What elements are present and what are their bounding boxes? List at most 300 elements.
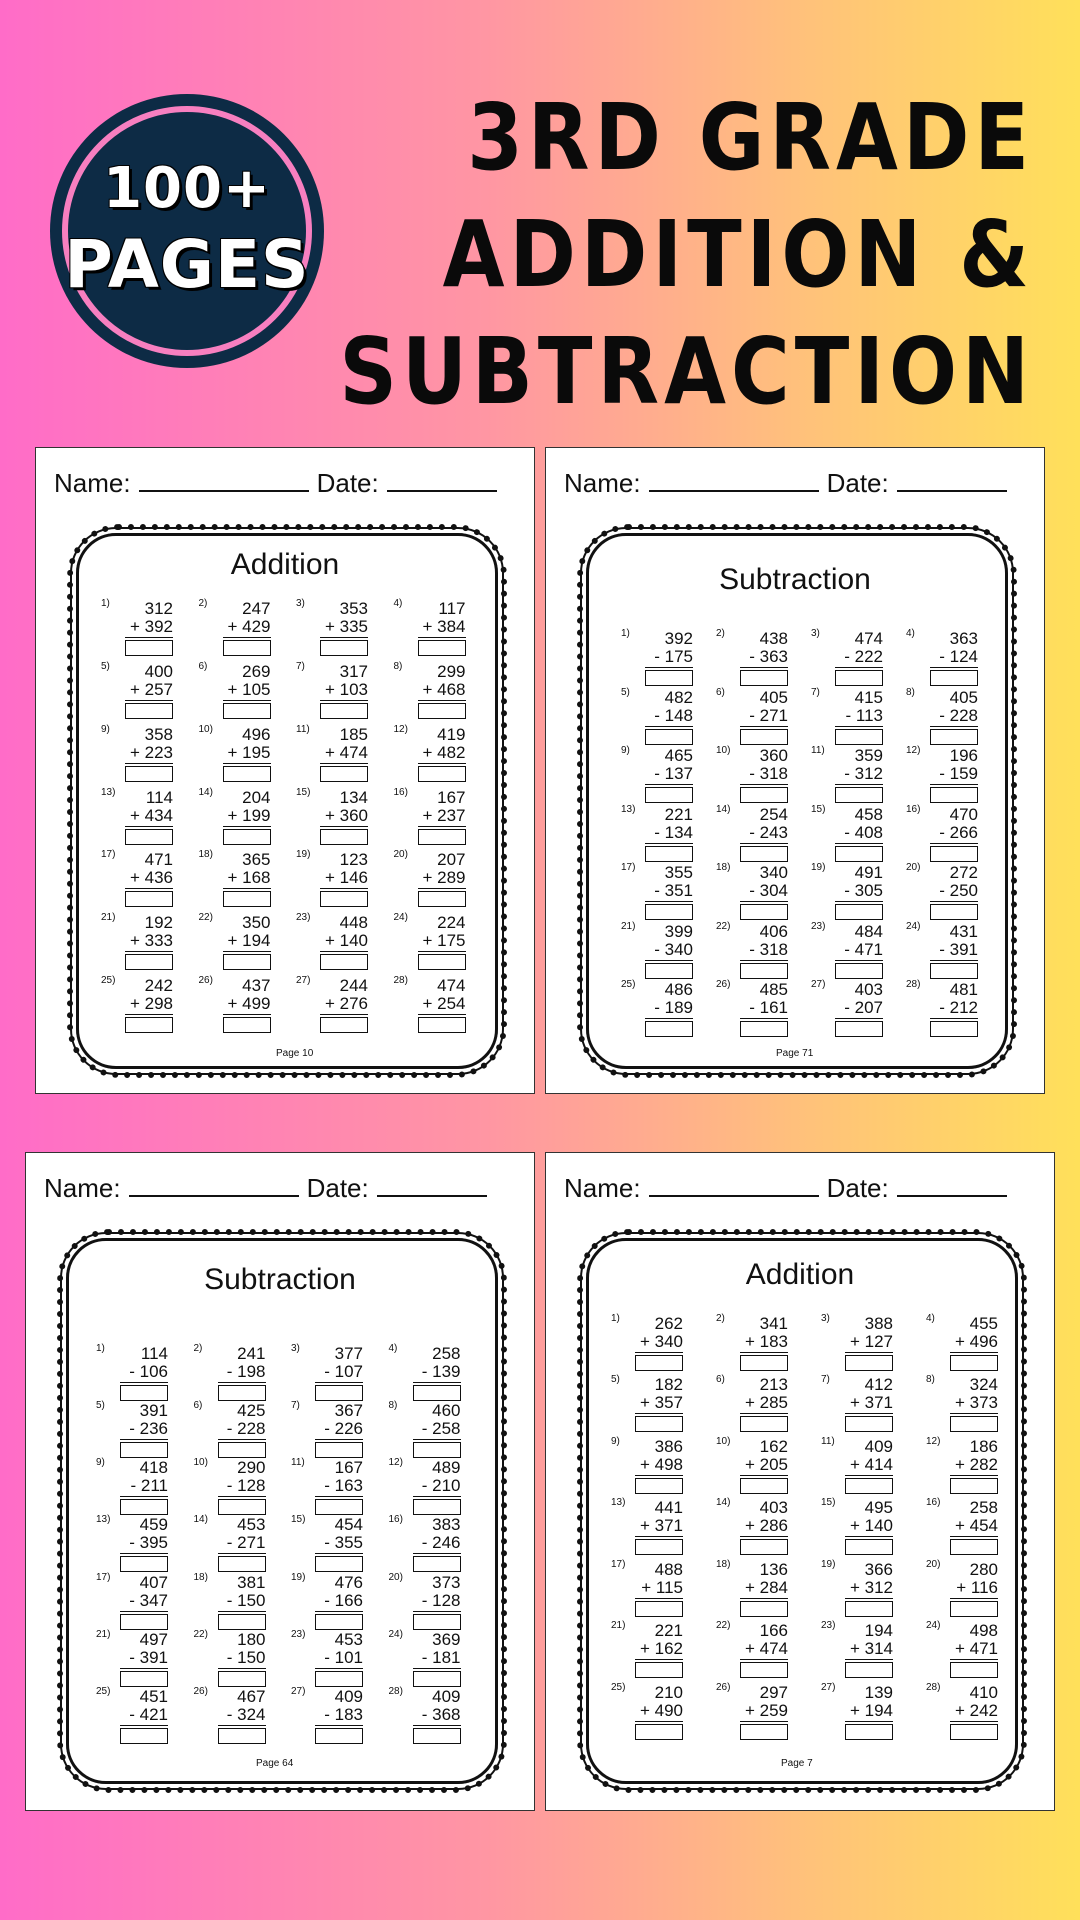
answer-box <box>635 1478 683 1494</box>
problem <box>394 724 492 787</box>
top-operand: 204 <box>242 787 271 807</box>
answer-box <box>740 670 788 686</box>
top-operand: 399 <box>664 921 693 941</box>
date-blank <box>377 1175 487 1197</box>
answer-box <box>835 904 883 920</box>
sum-rule <box>635 1721 683 1722</box>
sum-rule <box>950 1659 998 1660</box>
bottom-operand: + 312 <box>849 1577 893 1597</box>
page-number: Page 71 <box>776 1048 814 1059</box>
problem-number: 28) <box>393 975 408 987</box>
worksheet-header <box>564 468 1007 499</box>
bottom-operand: + 276 <box>324 994 368 1014</box>
problem <box>716 745 811 804</box>
bottom-operand: + 436 <box>129 868 173 888</box>
sum-rule <box>740 1475 788 1476</box>
top-operand: 409 <box>432 1686 461 1706</box>
answer-box <box>845 1478 893 1494</box>
date-blank <box>897 470 1007 492</box>
problem <box>821 1682 926 1743</box>
top-operand: 419 <box>437 724 466 744</box>
problem-number: 8) <box>388 1400 398 1412</box>
page-number: Page 64 <box>256 1758 294 1769</box>
sum-rule <box>930 960 978 961</box>
problem-number: 26) <box>716 979 731 991</box>
bottom-operand: - 408 <box>844 822 883 842</box>
sum-rule <box>645 784 693 785</box>
problem <box>96 1629 194 1686</box>
answer-box <box>320 640 368 656</box>
page-number: Page 7 <box>781 1758 813 1769</box>
problem <box>101 912 199 975</box>
problem <box>296 912 394 975</box>
problem-number: 21) <box>611 1620 626 1632</box>
bottom-operand: + 175 <box>422 931 466 951</box>
answer-box <box>218 1671 266 1687</box>
answer-box <box>418 703 466 719</box>
worksheet-title: Subtraction <box>204 1263 356 1296</box>
headline <box>339 70 1034 425</box>
sum-rule <box>315 1382 363 1383</box>
bottom-operand: + 285 <box>744 1393 788 1413</box>
top-operand: 455 <box>969 1314 998 1333</box>
problem <box>394 849 492 912</box>
sum-rule <box>223 763 271 764</box>
problem-number: 7) <box>821 1374 830 1386</box>
bottom-operand: + 340 <box>639 1332 683 1351</box>
name-blank <box>649 1175 819 1197</box>
name-blank <box>139 470 309 492</box>
bottom-operand: - 355 <box>324 1533 363 1553</box>
problem <box>96 1514 194 1571</box>
sum-rule <box>120 1553 168 1554</box>
problem-number: 23) <box>296 912 311 924</box>
problem-number: 3) <box>821 1313 830 1324</box>
answer-box <box>930 963 978 979</box>
problem-number: 14) <box>716 1497 731 1509</box>
problem-number: 10) <box>716 745 731 757</box>
problem-number: 11) <box>296 723 310 735</box>
problem-number: 24) <box>926 1620 941 1632</box>
sum-rule <box>950 1475 998 1476</box>
answer-box <box>845 1662 893 1678</box>
top-operand: 182 <box>654 1375 683 1395</box>
sum-rule <box>218 1668 266 1669</box>
problem-number: 2) <box>716 1313 725 1324</box>
problem <box>101 598 199 661</box>
top-operand: 162 <box>759 1436 788 1456</box>
bottom-operand: - 258 <box>421 1419 461 1439</box>
sum-rule <box>223 700 271 701</box>
top-operand: 139 <box>864 1682 893 1702</box>
problem-number: 5) <box>611 1374 620 1386</box>
answer-box <box>835 963 883 979</box>
top-operand: 241 <box>237 1344 266 1363</box>
name-blank <box>649 470 819 492</box>
problem <box>199 912 297 975</box>
top-operand: 117 <box>438 599 466 618</box>
problem-number: 19) <box>291 1571 306 1583</box>
answer-box <box>645 729 693 745</box>
bottom-operand: + 194 <box>849 1700 893 1720</box>
answer-box <box>413 1614 461 1630</box>
problem-number: 13) <box>96 1514 111 1526</box>
sum-rule <box>125 637 173 638</box>
answer-box <box>413 1671 461 1687</box>
answer-box <box>125 1017 173 1033</box>
bottom-operand: - 137 <box>654 764 693 784</box>
bottom-operand: - 271 <box>226 1533 266 1553</box>
answer-box <box>320 703 368 719</box>
sum-rule <box>223 888 271 889</box>
problem-number: 15) <box>811 803 826 815</box>
sum-rule <box>223 637 271 638</box>
top-operand: 207 <box>437 850 466 870</box>
sum-rule <box>930 843 978 844</box>
bottom-operand: - 351 <box>654 881 693 901</box>
sum-rule <box>740 1413 788 1414</box>
top-operand: 407 <box>139 1572 168 1592</box>
bottom-operand: - 305 <box>844 881 883 901</box>
bottom-operand: + 103 <box>324 679 368 699</box>
problem <box>296 724 394 787</box>
problem <box>821 1497 926 1558</box>
answer-box <box>315 1499 363 1515</box>
top-operand: 405 <box>759 687 788 707</box>
date-label: Date: <box>826 468 889 498</box>
problem <box>199 787 297 850</box>
answer-box <box>845 1539 893 1555</box>
problem <box>716 979 811 1038</box>
sum-rule <box>930 726 978 727</box>
page-number: Page 10 <box>276 1048 314 1059</box>
answer-box <box>218 1499 266 1515</box>
problem-number: 15) <box>296 786 311 798</box>
bottom-operand: + 286 <box>744 1516 788 1536</box>
sum-rule <box>645 901 693 902</box>
top-operand: 465 <box>664 746 693 766</box>
top-operand: 458 <box>854 804 883 824</box>
answer-box <box>635 1416 683 1432</box>
sum-rule <box>845 1475 893 1476</box>
bottom-operand: + 371 <box>849 1393 893 1413</box>
top-operand: 485 <box>759 980 788 1000</box>
answer-box <box>740 963 788 979</box>
sum-rule <box>930 901 978 902</box>
bottom-operand: + 127 <box>849 1332 893 1351</box>
date-blank <box>387 470 497 492</box>
bottom-operand: - 246 <box>421 1533 461 1553</box>
top-operand: 484 <box>854 921 883 941</box>
bottom-operand: + 105 <box>227 679 271 699</box>
problem-number: 25) <box>621 979 636 991</box>
bottom-operand: - 266 <box>939 822 978 842</box>
problem <box>101 975 199 1038</box>
top-operand: 272 <box>949 863 978 883</box>
sum-rule <box>835 843 883 844</box>
answer-box <box>413 1728 461 1744</box>
problem <box>199 724 297 787</box>
problem-number: 9) <box>621 745 630 757</box>
top-operand: 459 <box>139 1515 168 1535</box>
top-operand: 474 <box>854 629 883 648</box>
bottom-operand: - 391 <box>939 939 978 959</box>
bottom-operand: - 347 <box>129 1590 168 1610</box>
bottom-operand: - 134 <box>654 822 693 842</box>
problem <box>716 1436 821 1497</box>
bottom-operand: + 482 <box>422 742 466 762</box>
problem-number: 23) <box>821 1620 836 1632</box>
problem-number: 14) <box>193 1514 208 1526</box>
answer-box <box>120 1728 168 1744</box>
answer-box <box>930 787 978 803</box>
top-operand: 367 <box>334 1401 363 1421</box>
problem-number: 1) <box>611 1313 620 1324</box>
top-operand: 166 <box>759 1621 788 1641</box>
answer-box <box>740 1021 788 1037</box>
problem <box>194 1686 292 1743</box>
sum-rule <box>740 1018 788 1019</box>
problem-number: 28) <box>388 1685 403 1697</box>
name-label: Name: <box>44 1173 121 1203</box>
top-operand: 453 <box>237 1515 266 1535</box>
problem-grid <box>96 1343 486 1743</box>
bottom-operand: + 471 <box>954 1639 998 1659</box>
problem-number: 18) <box>716 862 731 874</box>
top-operand: 454 <box>334 1515 363 1535</box>
worksheet-title: Addition <box>230 548 340 581</box>
sum-rule <box>835 667 883 668</box>
sum-rule <box>125 888 173 889</box>
bottom-operand: - 207 <box>844 998 883 1018</box>
problem <box>906 921 1001 980</box>
sum-rule <box>320 826 368 827</box>
problem <box>621 862 716 921</box>
bottom-operand: + 259 <box>744 1700 788 1720</box>
problem <box>394 787 492 850</box>
problem <box>296 975 394 1038</box>
sum-rule <box>635 1536 683 1537</box>
bottom-operand: + 314 <box>849 1639 893 1659</box>
problem-number: 3) <box>296 598 305 609</box>
answer-box <box>418 766 466 782</box>
top-operand: 497 <box>139 1629 168 1649</box>
bottom-operand: + 140 <box>849 1516 893 1536</box>
problem-number: 1) <box>96 1343 105 1354</box>
bottom-operand: + 373 <box>954 1393 998 1413</box>
problem-number: 6) <box>716 686 725 698</box>
bottom-operand: + 357 <box>639 1393 683 1413</box>
bottom-operand: + 498 <box>639 1454 683 1474</box>
problem-number: 24) <box>393 912 408 924</box>
top-operand: 180 <box>237 1629 266 1649</box>
bottom-operand: - 159 <box>939 764 978 784</box>
bottom-operand: + 237 <box>422 805 466 825</box>
answer-box <box>120 1499 168 1515</box>
sum-rule <box>740 1352 788 1353</box>
problem-number: 26) <box>193 1685 208 1697</box>
top-operand: 386 <box>654 1436 683 1456</box>
top-operand: 391 <box>139 1401 168 1421</box>
problem-number: 15) <box>291 1514 306 1526</box>
problem-number: 18) <box>198 849 213 861</box>
problem <box>716 1620 821 1681</box>
bottom-operand: + 115 <box>641 1577 683 1597</box>
sum-rule <box>315 1553 363 1554</box>
sum-rule <box>950 1721 998 1722</box>
top-operand: 392 <box>664 629 693 648</box>
problem <box>906 745 1001 804</box>
problem-number: 20) <box>388 1571 403 1583</box>
top-operand: 451 <box>139 1686 168 1706</box>
answer-box <box>835 729 883 745</box>
sum-rule <box>930 1018 978 1019</box>
problem <box>611 1682 716 1743</box>
worksheet-title: Subtraction <box>719 563 871 596</box>
top-operand: 381 <box>237 1572 266 1592</box>
problem-number: 11) <box>291 1457 305 1469</box>
bottom-operand: + 371 <box>639 1516 683 1536</box>
answer-box <box>413 1442 461 1458</box>
bottom-operand: - 150 <box>226 1647 266 1667</box>
top-operand: 476 <box>334 1572 363 1592</box>
bottom-operand: + 223 <box>129 742 173 762</box>
problem <box>101 661 199 724</box>
headline-line-2: ADDITION & <box>442 200 1034 308</box>
top-operand: 482 <box>664 687 693 707</box>
problem-number: 12) <box>388 1457 403 1469</box>
answer-box <box>645 670 693 686</box>
bottom-operand: + 298 <box>129 994 173 1014</box>
top-operand: 403 <box>759 1498 788 1518</box>
problem <box>389 1400 487 1457</box>
date-blank <box>897 1175 1007 1197</box>
problem-number: 5) <box>621 686 630 698</box>
problem-number: 17) <box>611 1558 626 1570</box>
problem-number: 5) <box>101 660 110 672</box>
problem <box>194 1343 292 1400</box>
sum-rule <box>223 826 271 827</box>
sum-rule <box>740 784 788 785</box>
problem <box>101 724 199 787</box>
problem-number: 26) <box>716 1681 731 1693</box>
problem <box>821 1436 926 1497</box>
answer-box <box>740 1416 788 1432</box>
bottom-operand: - 212 <box>939 998 978 1018</box>
bottom-operand: - 166 <box>324 1590 363 1610</box>
problem <box>101 787 199 850</box>
problem-number: 21) <box>621 920 636 932</box>
problem-number: 28) <box>906 979 921 991</box>
problem-number: 4) <box>906 628 915 639</box>
problem-number: 10) <box>198 723 213 735</box>
top-operand: 448 <box>339 913 368 933</box>
answer-box <box>223 766 271 782</box>
sum-rule <box>645 960 693 961</box>
name-label: Name: <box>54 468 131 498</box>
answer-box <box>418 954 466 970</box>
problem <box>194 1629 292 1686</box>
top-operand: 244 <box>339 976 368 996</box>
problem <box>811 804 906 863</box>
answer-box <box>950 1478 998 1494</box>
sum-rule <box>845 1659 893 1660</box>
top-operand: 324 <box>969 1375 998 1395</box>
sum-rule <box>223 951 271 952</box>
top-operand: 437 <box>242 976 271 996</box>
bottom-operand: - 210 <box>421 1476 461 1496</box>
top-operand: 441 <box>654 1498 683 1518</box>
problem <box>96 1457 194 1514</box>
sum-rule <box>320 637 368 638</box>
answer-box <box>740 787 788 803</box>
problem-number: 24) <box>906 920 921 932</box>
answer-box <box>835 846 883 862</box>
problem <box>716 862 811 921</box>
top-operand: 377 <box>334 1344 363 1363</box>
sum-rule <box>950 1536 998 1537</box>
problem-number: 16) <box>906 803 921 815</box>
sum-rule <box>740 1721 788 1722</box>
bottom-operand: - 471 <box>844 939 883 959</box>
badge-label: PAGES <box>64 226 310 303</box>
answer-box <box>740 1539 788 1555</box>
problem <box>716 1497 821 1558</box>
sum-rule <box>740 960 788 961</box>
problem-number: 20) <box>393 849 408 861</box>
top-operand: 167 <box>334 1458 363 1478</box>
sum-rule <box>740 1536 788 1537</box>
sum-rule <box>218 1496 266 1497</box>
answer-box <box>125 766 173 782</box>
sum-rule <box>218 1553 266 1554</box>
problem-number: 25) <box>96 1685 111 1697</box>
bottom-operand: - 243 <box>749 822 788 842</box>
top-operand: 280 <box>969 1559 998 1579</box>
problem-number: 2) <box>198 598 208 609</box>
problem <box>291 1514 389 1571</box>
answer-box <box>320 891 368 907</box>
sum-rule <box>835 960 883 961</box>
top-operand: 410 <box>969 1682 998 1702</box>
problem-number: 7) <box>811 686 820 698</box>
problem <box>926 1374 1031 1435</box>
problem <box>716 1313 821 1374</box>
bottom-operand: - 318 <box>749 764 788 784</box>
problem-number: 14) <box>716 803 731 815</box>
sum-rule <box>740 843 788 844</box>
sum-rule <box>740 667 788 668</box>
top-operand: 481 <box>949 980 978 1000</box>
problem-number: 8) <box>906 686 915 698</box>
sum-rule <box>930 784 978 785</box>
bottom-operand: + 146 <box>324 868 368 888</box>
sum-rule <box>413 1382 461 1383</box>
problem-number: 13) <box>101 786 116 798</box>
sum-rule <box>413 1496 461 1497</box>
bottom-operand: - 228 <box>226 1419 266 1439</box>
problem-number: 19) <box>811 862 826 874</box>
bottom-operand: - 161 <box>749 998 788 1018</box>
top-operand: 136 <box>759 1559 788 1579</box>
answer-box <box>740 1478 788 1494</box>
sum-rule <box>845 1413 893 1414</box>
problem-number: 7) <box>291 1400 300 1412</box>
problem <box>291 1686 389 1743</box>
problem-number: 19) <box>296 849 311 861</box>
sum-rule <box>218 1382 266 1383</box>
answer-box <box>845 1601 893 1617</box>
